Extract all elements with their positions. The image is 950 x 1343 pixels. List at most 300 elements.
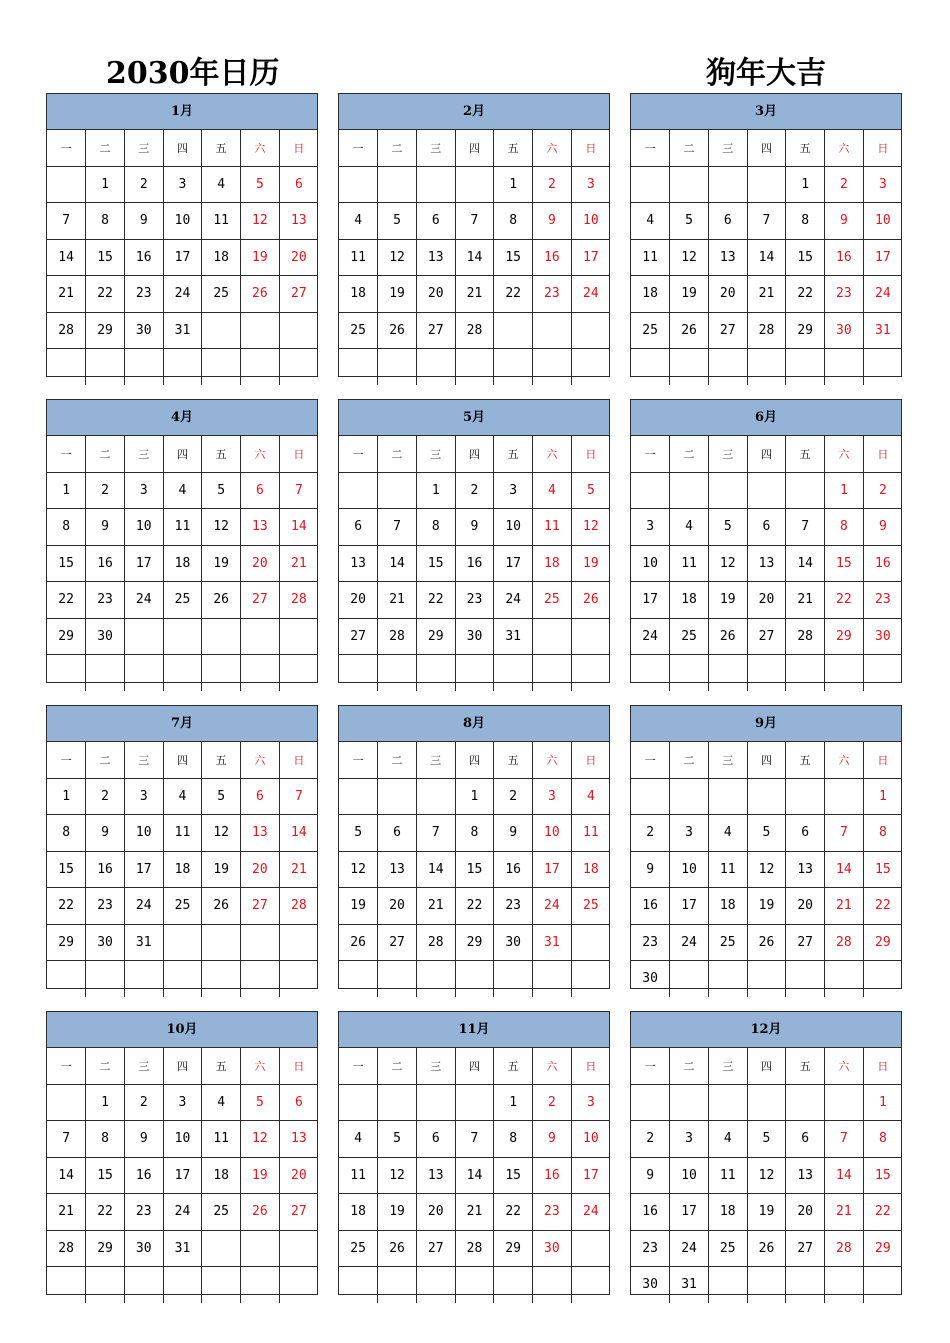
- month-days-table: [47, 130, 318, 385]
- weekday-label: 六: [533, 130, 572, 166]
- day-cell: 12: [339, 851, 378, 888]
- day-cell: 22: [494, 1194, 533, 1231]
- weekday-label: 二: [86, 1048, 125, 1084]
- week-row: [47, 1194, 318, 1231]
- day-cell: 16: [863, 545, 902, 582]
- week-row: [631, 655, 902, 691]
- day-cell: 14: [455, 239, 494, 276]
- day-cell: 3: [124, 472, 163, 509]
- day-cell: 5: [670, 203, 709, 240]
- day-cell: 28: [747, 312, 786, 349]
- day-cell: 5: [241, 166, 280, 203]
- day-cell: 26: [747, 924, 786, 961]
- day-cell: [670, 349, 709, 385]
- day-cell: 11: [533, 509, 572, 546]
- day-cell: 7: [416, 815, 455, 852]
- day-cell: 11: [163, 509, 202, 546]
- day-cell: 7: [279, 778, 318, 815]
- week-row: [339, 203, 610, 240]
- day-cell: [163, 618, 202, 655]
- day-cell: [279, 924, 318, 961]
- weekday-label: 日: [863, 1048, 902, 1084]
- day-cell: [339, 961, 378, 997]
- day-cell: 22: [47, 582, 86, 619]
- week-row: [631, 545, 902, 582]
- day-cell: [708, 1267, 747, 1303]
- day-cell: 11: [670, 545, 709, 582]
- day-cell: [571, 924, 610, 961]
- day-cell: [533, 1267, 572, 1303]
- day-cell: 12: [202, 509, 241, 546]
- weekday-label: 五: [202, 436, 241, 472]
- day-cell: 12: [747, 1157, 786, 1194]
- day-cell: [747, 166, 786, 203]
- week-row: [631, 276, 902, 313]
- day-cell: 19: [241, 239, 280, 276]
- day-cell: 26: [241, 1194, 280, 1231]
- day-cell: [631, 349, 670, 385]
- day-cell: 25: [202, 1194, 241, 1231]
- week-row: [339, 1121, 610, 1158]
- day-cell: 28: [786, 618, 825, 655]
- day-cell: 16: [86, 545, 125, 582]
- day-cell: 27: [279, 1194, 318, 1231]
- day-cell: 5: [378, 1121, 417, 1158]
- weekday-label: 五: [494, 130, 533, 166]
- day-cell: 14: [786, 545, 825, 582]
- day-cell: [86, 961, 125, 997]
- day-cell: 11: [339, 1157, 378, 1194]
- day-cell: 26: [571, 582, 610, 619]
- day-cell: [825, 1267, 864, 1303]
- weekday-label: 一: [339, 130, 378, 166]
- day-cell: 23: [86, 888, 125, 925]
- month-days-table: [47, 1048, 318, 1303]
- weekday-row: [339, 130, 610, 166]
- day-cell: 31: [163, 312, 202, 349]
- day-cell: [378, 655, 417, 691]
- day-cell: [670, 778, 709, 815]
- day-cell: [241, 961, 280, 997]
- day-cell: 12: [241, 203, 280, 240]
- day-cell: [378, 472, 417, 509]
- day-cell: 27: [241, 888, 280, 925]
- month-calendar: [630, 1011, 902, 1295]
- month-header: 11月: [339, 1012, 609, 1048]
- day-cell: 29: [494, 1230, 533, 1267]
- day-cell: 13: [339, 545, 378, 582]
- weekday-label: 四: [163, 436, 202, 472]
- day-cell: 31: [124, 924, 163, 961]
- day-cell: [279, 655, 318, 691]
- day-cell: 11: [163, 815, 202, 852]
- week-row: [47, 1121, 318, 1158]
- day-cell: 13: [416, 1157, 455, 1194]
- day-cell: [416, 349, 455, 385]
- day-cell: [863, 1267, 902, 1303]
- day-cell: [339, 655, 378, 691]
- day-cell: 16: [86, 851, 125, 888]
- day-cell: 24: [124, 888, 163, 925]
- day-cell: 2: [533, 1084, 572, 1121]
- week-row: [339, 582, 610, 619]
- day-cell: 7: [825, 1121, 864, 1158]
- day-cell: 22: [86, 276, 125, 313]
- day-cell: 17: [571, 1157, 610, 1194]
- week-row: [631, 851, 902, 888]
- day-cell: 2: [825, 166, 864, 203]
- day-cell: 7: [825, 815, 864, 852]
- week-row: [47, 472, 318, 509]
- month-days-table: [631, 130, 902, 385]
- day-cell: 22: [494, 276, 533, 313]
- day-cell: [494, 349, 533, 385]
- week-row: [47, 888, 318, 925]
- weekday-label: 三: [416, 436, 455, 472]
- day-cell: [786, 1084, 825, 1121]
- day-cell: 12: [378, 239, 417, 276]
- day-cell: 30: [631, 961, 670, 997]
- month-header: 5月: [339, 400, 609, 436]
- day-cell: 7: [747, 203, 786, 240]
- day-cell: 3: [571, 1084, 610, 1121]
- day-cell: 18: [571, 851, 610, 888]
- day-cell: 1: [786, 166, 825, 203]
- weekday-label: 三: [124, 742, 163, 778]
- day-cell: 4: [571, 778, 610, 815]
- day-cell: 17: [571, 239, 610, 276]
- day-cell: [747, 1084, 786, 1121]
- day-cell: 2: [631, 815, 670, 852]
- weekday-label: 二: [378, 1048, 417, 1084]
- day-cell: [163, 349, 202, 385]
- day-cell: 1: [494, 1084, 533, 1121]
- day-cell: 20: [786, 888, 825, 925]
- week-row: [339, 851, 610, 888]
- week-row: [47, 349, 318, 385]
- day-cell: 23: [494, 888, 533, 925]
- weekday-row: [631, 436, 902, 472]
- weekday-label: 一: [47, 742, 86, 778]
- day-cell: 4: [708, 1121, 747, 1158]
- week-row: [631, 1084, 902, 1121]
- weekday-label: 一: [47, 130, 86, 166]
- week-row: [631, 1194, 902, 1231]
- weekday-label: 一: [339, 436, 378, 472]
- day-cell: 12: [670, 239, 709, 276]
- weekday-label: 四: [747, 436, 786, 472]
- week-row: [339, 166, 610, 203]
- week-row: [631, 888, 902, 925]
- weekday-label: 四: [747, 1048, 786, 1084]
- day-cell: 14: [825, 1157, 864, 1194]
- day-cell: [533, 618, 572, 655]
- day-cell: 26: [241, 276, 280, 313]
- day-cell: 26: [339, 924, 378, 961]
- day-cell: 9: [86, 815, 125, 852]
- day-cell: 28: [825, 924, 864, 961]
- day-cell: 31: [863, 312, 902, 349]
- day-cell: [494, 1267, 533, 1303]
- weekday-label: 六: [825, 1048, 864, 1084]
- day-cell: 3: [631, 509, 670, 546]
- day-cell: 24: [863, 276, 902, 313]
- weekday-label: 三: [708, 742, 747, 778]
- day-cell: 4: [631, 203, 670, 240]
- week-row: [47, 815, 318, 852]
- weekday-label: 二: [670, 742, 709, 778]
- day-cell: [533, 655, 572, 691]
- day-cell: 29: [47, 924, 86, 961]
- weekday-label: 日: [279, 130, 318, 166]
- day-cell: 4: [163, 472, 202, 509]
- month-header: 4月: [47, 400, 317, 436]
- day-cell: [786, 655, 825, 691]
- day-cell: 27: [378, 924, 417, 961]
- day-cell: [339, 349, 378, 385]
- day-cell: 11: [708, 851, 747, 888]
- day-cell: 4: [202, 166, 241, 203]
- day-cell: 23: [825, 276, 864, 313]
- week-row: [47, 582, 318, 619]
- week-row: [339, 961, 610, 997]
- weekday-label: 四: [455, 1048, 494, 1084]
- day-cell: [571, 1267, 610, 1303]
- day-cell: 19: [747, 888, 786, 925]
- day-cell: [124, 655, 163, 691]
- day-cell: [571, 312, 610, 349]
- day-cell: 27: [786, 924, 825, 961]
- day-cell: [279, 618, 318, 655]
- day-cell: [533, 349, 572, 385]
- week-row: [339, 509, 610, 546]
- day-cell: 24: [631, 618, 670, 655]
- day-cell: 14: [825, 851, 864, 888]
- day-cell: 10: [670, 1157, 709, 1194]
- weekday-label: 二: [378, 742, 417, 778]
- day-cell: 4: [339, 203, 378, 240]
- day-cell: 8: [455, 815, 494, 852]
- day-cell: [571, 618, 610, 655]
- day-cell: [202, 961, 241, 997]
- day-cell: [494, 655, 533, 691]
- day-cell: 12: [571, 509, 610, 546]
- day-cell: 4: [708, 815, 747, 852]
- day-cell: 30: [124, 312, 163, 349]
- day-cell: [670, 472, 709, 509]
- week-row: [47, 778, 318, 815]
- weekday-label: 日: [571, 436, 610, 472]
- day-cell: 9: [86, 509, 125, 546]
- month-header: 3月: [631, 94, 901, 130]
- weekday-label: 一: [47, 1048, 86, 1084]
- day-cell: [670, 166, 709, 203]
- day-cell: [339, 166, 378, 203]
- weekday-label: 六: [533, 1048, 572, 1084]
- day-cell: 25: [708, 924, 747, 961]
- day-cell: 20: [747, 582, 786, 619]
- day-cell: 6: [279, 166, 318, 203]
- day-cell: 12: [378, 1157, 417, 1194]
- day-cell: 9: [631, 851, 670, 888]
- day-cell: 8: [863, 1121, 902, 1158]
- day-cell: 10: [571, 203, 610, 240]
- day-cell: [571, 1230, 610, 1267]
- day-cell: 15: [86, 1157, 125, 1194]
- week-row: [47, 1157, 318, 1194]
- day-cell: 10: [163, 203, 202, 240]
- day-cell: [202, 924, 241, 961]
- day-cell: 5: [241, 1084, 280, 1121]
- day-cell: 29: [786, 312, 825, 349]
- day-cell: 21: [825, 888, 864, 925]
- day-cell: [786, 1267, 825, 1303]
- day-cell: [416, 1267, 455, 1303]
- month-header: 10月: [47, 1012, 317, 1048]
- weekday-label: 六: [241, 130, 280, 166]
- day-cell: 21: [455, 1194, 494, 1231]
- week-row: [339, 888, 610, 925]
- day-cell: [863, 961, 902, 997]
- day-cell: 8: [86, 1121, 125, 1158]
- day-cell: [708, 166, 747, 203]
- day-cell: [279, 1230, 318, 1267]
- day-cell: 10: [533, 815, 572, 852]
- month-days-table: [631, 742, 902, 997]
- day-cell: 26: [202, 582, 241, 619]
- day-cell: 22: [863, 1194, 902, 1231]
- day-cell: 20: [708, 276, 747, 313]
- weekday-label: 五: [786, 1048, 825, 1084]
- day-cell: 20: [416, 1194, 455, 1231]
- day-cell: 26: [378, 312, 417, 349]
- day-cell: 21: [416, 888, 455, 925]
- weekday-label: 日: [863, 742, 902, 778]
- day-cell: 18: [533, 545, 572, 582]
- day-cell: 29: [416, 618, 455, 655]
- weekday-row: [631, 1048, 902, 1084]
- weekday-label: 五: [494, 742, 533, 778]
- weekday-label: 二: [378, 130, 417, 166]
- day-cell: 7: [279, 472, 318, 509]
- month-calendar: [630, 93, 902, 377]
- day-cell: 27: [339, 618, 378, 655]
- day-cell: 27: [416, 312, 455, 349]
- day-cell: 5: [339, 815, 378, 852]
- weekday-label: 二: [378, 436, 417, 472]
- day-cell: 4: [202, 1084, 241, 1121]
- day-cell: 9: [863, 509, 902, 546]
- day-cell: [416, 166, 455, 203]
- day-cell: 4: [670, 509, 709, 546]
- day-cell: 21: [747, 276, 786, 313]
- day-cell: 3: [670, 1121, 709, 1158]
- day-cell: 1: [863, 778, 902, 815]
- day-cell: 17: [124, 545, 163, 582]
- day-cell: 31: [670, 1267, 709, 1303]
- day-cell: 15: [863, 851, 902, 888]
- day-cell: 6: [241, 472, 280, 509]
- day-cell: 27: [786, 1230, 825, 1267]
- week-row: [339, 655, 610, 691]
- week-row: [631, 239, 902, 276]
- weekday-label: 三: [124, 130, 163, 166]
- day-cell: [378, 778, 417, 815]
- day-cell: 27: [416, 1230, 455, 1267]
- week-row: [47, 276, 318, 313]
- weekday-label: 二: [670, 130, 709, 166]
- day-cell: [416, 1084, 455, 1121]
- day-cell: 9: [124, 1121, 163, 1158]
- day-cell: [455, 961, 494, 997]
- weekday-label: 日: [571, 742, 610, 778]
- day-cell: [786, 961, 825, 997]
- day-cell: 23: [533, 276, 572, 313]
- day-cell: 29: [863, 1230, 902, 1267]
- day-cell: [202, 1267, 241, 1303]
- day-cell: 21: [825, 1194, 864, 1231]
- weekday-label: 三: [708, 436, 747, 472]
- day-cell: 6: [416, 203, 455, 240]
- day-cell: 28: [378, 618, 417, 655]
- day-cell: 21: [279, 545, 318, 582]
- week-row: [631, 472, 902, 509]
- day-cell: 30: [533, 1230, 572, 1267]
- month-header: 1月: [47, 94, 317, 130]
- day-cell: 28: [47, 1230, 86, 1267]
- day-cell: 5: [747, 815, 786, 852]
- day-cell: [708, 472, 747, 509]
- day-cell: [786, 778, 825, 815]
- day-cell: 13: [708, 239, 747, 276]
- month-days-table: [339, 742, 610, 997]
- day-cell: 15: [455, 851, 494, 888]
- day-cell: 14: [279, 815, 318, 852]
- weekday-label: 五: [494, 1048, 533, 1084]
- day-cell: [708, 1084, 747, 1121]
- day-cell: 5: [202, 778, 241, 815]
- weekday-label: 四: [747, 130, 786, 166]
- day-cell: [86, 1267, 125, 1303]
- day-cell: [631, 655, 670, 691]
- day-cell: 25: [708, 1230, 747, 1267]
- day-cell: 25: [339, 312, 378, 349]
- day-cell: [494, 312, 533, 349]
- day-cell: 5: [708, 509, 747, 546]
- day-cell: 22: [86, 1194, 125, 1231]
- day-cell: [708, 778, 747, 815]
- week-row: [339, 349, 610, 385]
- day-cell: 2: [124, 1084, 163, 1121]
- week-row: [339, 1230, 610, 1267]
- day-cell: 26: [202, 888, 241, 925]
- weekday-label: 四: [163, 1048, 202, 1084]
- day-cell: 15: [786, 239, 825, 276]
- day-cell: [47, 961, 86, 997]
- weekday-label: 日: [279, 1048, 318, 1084]
- day-cell: 17: [670, 888, 709, 925]
- week-row: [631, 203, 902, 240]
- day-cell: 9: [533, 1121, 572, 1158]
- day-cell: 27: [708, 312, 747, 349]
- day-cell: [533, 312, 572, 349]
- day-cell: [124, 961, 163, 997]
- day-cell: 25: [202, 276, 241, 313]
- day-cell: [670, 961, 709, 997]
- day-cell: [786, 472, 825, 509]
- day-cell: [494, 961, 533, 997]
- day-cell: [571, 655, 610, 691]
